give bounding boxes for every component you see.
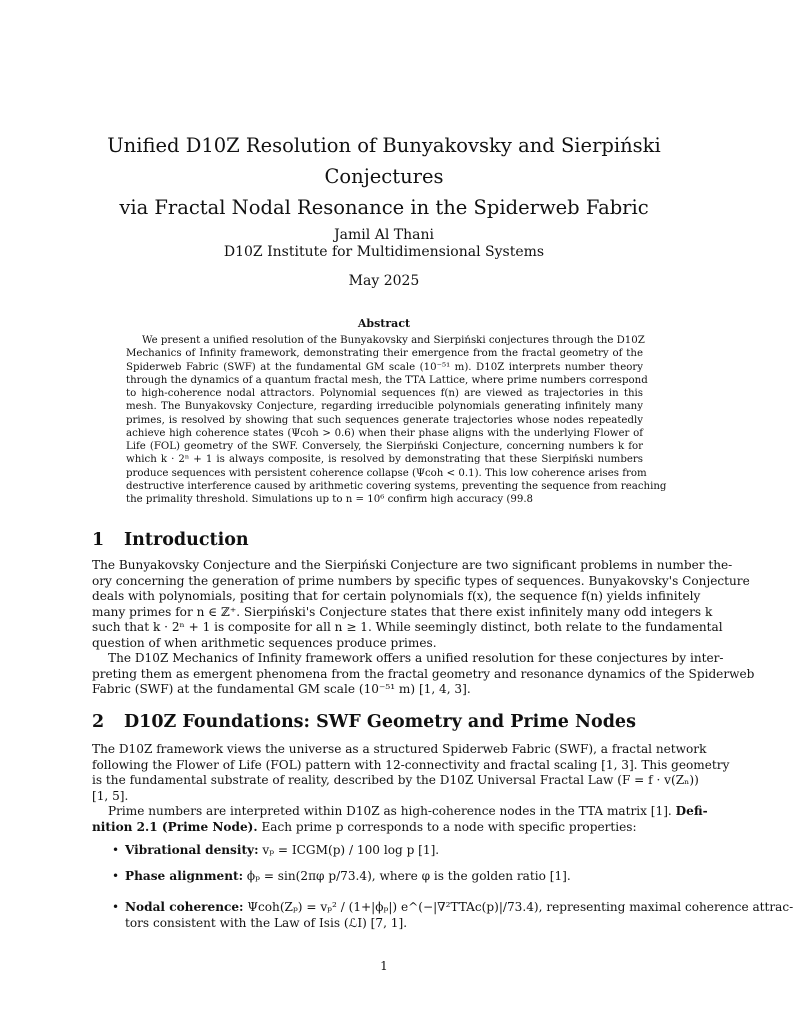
text-line: question of when arithmetic sequences produce primes. [92,635,437,650]
abstract-line: We present a unified resolution of the Bunyakovsky and Sierpiński conjectures through the D10Z [142,335,645,346]
property-label: Nodal coherence: [125,900,244,914]
abstract-heading: Abstract [357,317,411,330]
definition-label: nition 2.1 (Prime Node). [92,819,258,834]
text-span: Prime numbers are interpreted within D10Z as high-coherence nodes in the TTA matrix [1]. [108,804,672,818]
page-number: 1 [380,959,388,973]
text-line: [1, 5]. [92,788,129,803]
text-line [92,804,708,820]
section-heading-introduction [92,530,249,550]
abstract-line: produce sequences with persistent coherence collapse (Ψcoh < 0.1). This low coherence arises from [126,467,647,479]
bullet-icon: • [112,843,120,857]
section-heading-foundations [92,712,636,732]
section-number: 1 [92,530,105,550]
text-span: Each prime p corresponds to a node with specific properties: [261,819,637,834]
list-item-text [125,869,676,885]
author-affiliation: D10Z Institute for Multidimensional Systems [223,244,545,260]
abstract-line: to high-coherence nodal attractors. Polynomial sequences f(n) are viewed as trajectories in this [126,388,643,399]
introduction-paragraph-1 [92,558,750,651]
bullet-icon: • [112,900,120,914]
property-formula: vₚ = ICGM(p) / 100 log p [1]. [262,843,440,857]
abstract-line: Life (FOL) geometry of the SWF. Conversely, the Sierpiński Conjecture, concerning numbers k for [126,441,643,452]
abstract-line: through the dynamics of a quantum fractal mesh, the TTA Lattice, where prime numbers correspond [126,374,648,386]
introduction-paragraph-2 [92,651,755,698]
abstract-body [126,334,667,506]
text-line: Fabric (SWF) at the fundamental GM scale (10⁻⁵¹ m) [1, 4, 3]. [92,682,471,696]
abstract-line: mesh. The Bunyakovsky Conjecture, regarding irreducible polynomials generating infinitely many [126,401,643,413]
bullet-icon: • [112,869,120,883]
abstract-line: Spiderweb Fabric (SWF) at the fundamental GM scale (10⁻⁵¹ m). D10Z interprets number theory [126,361,643,373]
text-line: ory concerning the generation of prime numbers by specific types of sequences. Bunyakovsky's Conjecture [92,573,750,588]
abstract-line: primes, is resolved by showing that such sequences generate trajectories whose nodes repeatedly [126,414,643,426]
text-line: is the fundamental substrate of reality, described by the D10Z Universal Fractal Law (F = f · v(Zₙ)) [92,773,699,787]
property-formula: ϕₚ = sin(2πφ p/73.4), where φ is the golden ratio [1]. [246,869,571,883]
property-formula: Ψcoh(Zₚ) = vₚ² / (1+|ϕₚ|) e^(−|∇²TTAc(p)|/73.4), representing maximal coherence attrac- [247,900,793,914]
abstract-line: Mechanics of Infinity framework, demonstrating their emergence from the fractal geometry of the [126,348,643,360]
text-line: deals with polynomials, positing that for certain polynomials f(x), the sequence f(n) yields infinitely [92,589,701,603]
section-title: Introduction [124,530,249,550]
author-name: Jamil Al Thani [334,227,434,243]
text-line: following the Flower of Life (FOL) pattern with 12-connectivity and fractal scaling [1, 3]. This geometry [92,757,730,772]
text-line [92,820,676,836]
property-label: Vibrational density: [125,843,259,857]
title-line-2: Conjectures [324,165,444,188]
abstract-line: achieve high coherence states (Ψcoh > 0.6) when their phase aligns with the underlying Flower of [126,427,643,439]
text-line: The D10Z Mechanics of Infinity framework offers a unified resolution for these conjectures by inter- [108,651,724,665]
abstract-line: which k · 2ⁿ + 1 is always composite, is resolved by demonstrating that these Sierpiński numbers [126,454,643,466]
title-line-3: via Fractal Nodal Resonance in the Spiderweb Fabric [119,196,649,219]
text-line: such that k · 2ⁿ + 1 is composite for all n ≥ 1. While seemingly distinct, both relate to the fundamental [92,620,723,634]
foundations-paragraph-2 [92,804,708,835]
property-label: Phase alignment: [125,869,244,883]
definition-label-start: Defi- [675,804,708,818]
foundations-paragraph-1 [92,742,730,804]
section-title: D10Z Foundations: SWF Geometry and Prime Nodes [124,712,636,732]
text-line: The Bunyakovsky Conjecture and the Sierpiński Conjecture are two significant problems in number the- [92,558,733,572]
paper-title [92,130,676,223]
text-line: preting them as emergent phenomena from the fractal geometry and resonance dynamics of the Spiderweb [92,666,755,681]
list-item-text [125,843,676,859]
list-item-text [125,900,793,916]
title-line-1: Unified D10Z Resolution of Bunyakovsky and Sierpiński [107,134,661,157]
abstract-line: the primality threshold. Simulations up to n = 10⁶ confirm high accuracy (99.8 [126,494,534,505]
text-line: many primes for n ∈ ℤ⁺. Sierpiński's Conjecture states that there exist infinitely many odd integers k [92,604,713,619]
abstract-line: destructive interference caused by arithmetic covering systems, preventing the sequence from reaching [126,480,667,492]
section-number: 2 [92,712,105,732]
publication-date: May 2025 [348,273,420,289]
list-item-continuation: tors consistent with the Law of Isis (ℒI) [7, 1]. [125,916,408,930]
text-line: The D10Z framework views the universe as a structured Spiderweb Fabric (SWF), a fractal network [92,742,707,756]
